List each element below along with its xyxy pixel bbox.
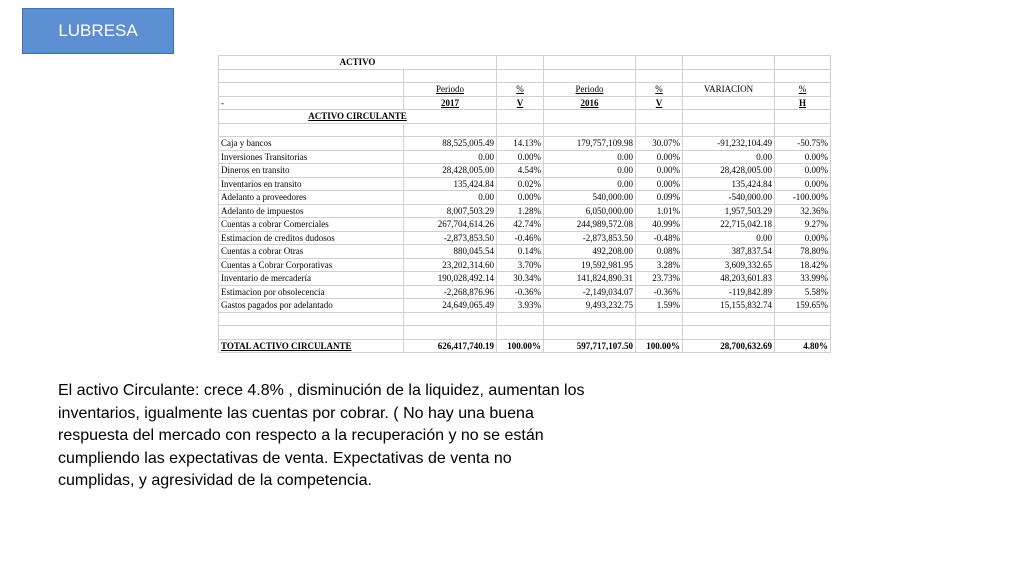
row-label: Cuentas a cobrar Otras [219,245,404,259]
cell-v2016: 597,717,107.50 [544,339,636,353]
cell-p2016: 0.09% [636,191,683,205]
row-label: Gastos pagados por adelantado [219,299,404,313]
row-label: Adelanto de impuestos [219,204,404,218]
blank-row [219,312,831,326]
header-v-2017: V [497,96,544,110]
cell-p2017: 1.28% [497,204,544,218]
cell-var: 0.00 [683,150,775,164]
header-pct-variation: % [775,83,831,97]
title-row [219,56,831,70]
cell-p2017: 30.34% [497,272,544,286]
header-pct-2017: % [497,83,544,97]
table-row [219,177,831,191]
cell-pvar: 0.00% [775,164,831,178]
cell-var: 1,957,503.29 [683,204,775,218]
header-v-2016: V [636,96,683,110]
company-badge: LUBRESA [22,8,174,54]
total-row [219,339,831,353]
cell-pvar: 159.65% [775,299,831,313]
cell-v2016: 141,824,890.31 [544,272,636,286]
cell-p2017: -0.36% [497,285,544,299]
header-dash: - [219,96,404,110]
table-row [219,245,831,259]
cell-p2016: 1.01% [636,204,683,218]
header-h: H [775,96,831,110]
cell-pvar: 33.99% [775,272,831,286]
cell-v2017: 135,424.84 [404,177,497,191]
cell-pvar: 0.00% [775,231,831,245]
cell-v2017: 0.00 [404,150,497,164]
row-label: Caja y bancos [219,137,404,151]
cell-var: 22,715,042.18 [683,218,775,232]
table-row [219,137,831,151]
table-row [219,218,831,232]
cell-v2016: 0.00 [544,164,636,178]
header-period-2017: Periodo [404,83,497,97]
cell-v2017: 626,417,740.19 [404,339,497,353]
table-row [219,164,831,178]
cell-pvar: -50.75% [775,137,831,151]
active-assets-table [218,55,831,353]
cell-v2017: -2,268,876.96 [404,285,497,299]
cell-p2016: 0.00% [636,150,683,164]
cell-var: 28,700,632.69 [683,339,775,353]
cell-v2017: 24,649,065.49 [404,299,497,313]
cell-p2016: -0.36% [636,285,683,299]
cell-p2017: 0.02% [497,177,544,191]
cell-var: 28,428,005.00 [683,164,775,178]
cell-v2016: 540,000.00 [544,191,636,205]
row-label: Adelanto a proveedores [219,191,404,205]
cell-var: 15,155,832.74 [683,299,775,313]
cell-p2017: 42.74% [497,218,544,232]
cell-var: 387,837.54 [683,245,775,259]
cell-p2016: 40.99% [636,218,683,232]
cell-var: -91,232,104.49 [683,137,775,151]
blank-row [219,326,831,340]
cell-p2016: 23.73% [636,272,683,286]
cell-var: -119,842.89 [683,285,775,299]
row-label: Cuentas a cobrar Comerciales [219,218,404,232]
cell-pvar: 5.58% [775,285,831,299]
row-label: Inventarios en transito [219,177,404,191]
header-row-1 [219,83,831,97]
cell-p2017: 3.93% [497,299,544,313]
cell-var: 0.00 [683,231,775,245]
cell-v2016: 179,757,109.98 [544,137,636,151]
cell-p2016: -0.48% [636,231,683,245]
cell-p2016: 30.07% [636,137,683,151]
section-row [219,110,831,124]
header-variation: VARIACION [683,83,775,97]
cell-v2017: 8,007,503.29 [404,204,497,218]
blank-row [219,123,831,137]
table-row [219,299,831,313]
cell-pvar: 9.27% [775,218,831,232]
cell-pvar: 32.36% [775,204,831,218]
cell-pvar: 0.00% [775,150,831,164]
table-row [219,258,831,272]
header-year-2017: 2017 [404,96,497,110]
table-row [219,272,831,286]
header-year-2016: 2016 [544,96,636,110]
cell-p2016: 3.28% [636,258,683,272]
cell-pvar: 18.42% [775,258,831,272]
row-label: Inventario de mercadería [219,272,404,286]
row-label: Cuentas a Cobrar Corporativas [219,258,404,272]
cell-v2017: 190,028,492.14 [404,272,497,286]
section-title: ACTIVO CIRCULANTE [219,110,497,124]
cell-p2017: -0.46% [497,231,544,245]
cell-v2016: 492,208.00 [544,245,636,259]
cell-v2017: 880,045.54 [404,245,497,259]
table-row [219,285,831,299]
cell-var: -540,000.00 [683,191,775,205]
row-label: Estimacion por obsolecencia [219,285,404,299]
table-title: ACTIVO [219,56,497,70]
cell-v2017: 88,525,005.49 [404,137,497,151]
cell-v2016: 9,493,232.75 [544,299,636,313]
cell-v2016: -2,873,853.50 [544,231,636,245]
cell-v2016: 244,989,572.08 [544,218,636,232]
cell-p2017: 100.00% [497,339,544,353]
cell-p2016: 0.00% [636,164,683,178]
cell-pvar: -100.00% [775,191,831,205]
cell-p2017: 0.00% [497,150,544,164]
cell-v2016: -2,149,034.07 [544,285,636,299]
cell-p2016: 1.59% [636,299,683,313]
cell-pvar: 0.00% [775,177,831,191]
cell-v2017: -2,873,853.50 [404,231,497,245]
analysis-paragraph: El activo Circulante: crece 4.8% , disminución de la liquidez, aumentan los inventarios, igualmente las cuentas por cobrar. ( No hay una buena respuesta del mercado con respecto a la recuperación y no se están cumpliendo las expectativas de venta. Expectativas de venta no cumplidas, y agresividad de la competencia. [58,382,585,489]
header-period-2016: Periodo [544,83,636,97]
cell-v2017: 28,428,005.00 [404,164,497,178]
row-label: Inversiones Transitorias [219,150,404,164]
cell-p2017: 0.00% [497,191,544,205]
cell-v2016: 0.00 [544,177,636,191]
cell-p2017: 3.70% [497,258,544,272]
cell-v2016: 19,592,981.95 [544,258,636,272]
cell-p2016: 0.00% [636,177,683,191]
cell-var: 3,609,332.65 [683,258,775,272]
header-row-2 [219,96,831,110]
table-row [219,231,831,245]
cell-pvar: 78.80% [775,245,831,259]
cell-v2017: 0.00 [404,191,497,205]
cell-pvar: 4.80% [775,339,831,353]
cell-p2016: 100.00% [636,339,683,353]
cell-v2016: 6,050,000.00 [544,204,636,218]
cell-p2017: 0.14% [497,245,544,259]
row-label: TOTAL ACTIVO CIRCULANTE [219,339,404,353]
row-label: Dineros en transito [219,164,404,178]
cell-p2017: 14.13% [497,137,544,151]
table-row [219,150,831,164]
header-pct-2016: % [636,83,683,97]
cell-p2016: 0.08% [636,245,683,259]
cell-var: 135,424.84 [683,177,775,191]
cell-var: 48,203,601.83 [683,272,775,286]
table-row [219,204,831,218]
cell-v2016: 0.00 [544,150,636,164]
cell-p2017: 4.54% [497,164,544,178]
blank-row [219,69,831,83]
cell-v2017: 23,202,314.60 [404,258,497,272]
row-label: Estimacion de creditos dudosos [219,231,404,245]
cell-v2017: 267,704,614.26 [404,218,497,232]
table-row [219,191,831,205]
